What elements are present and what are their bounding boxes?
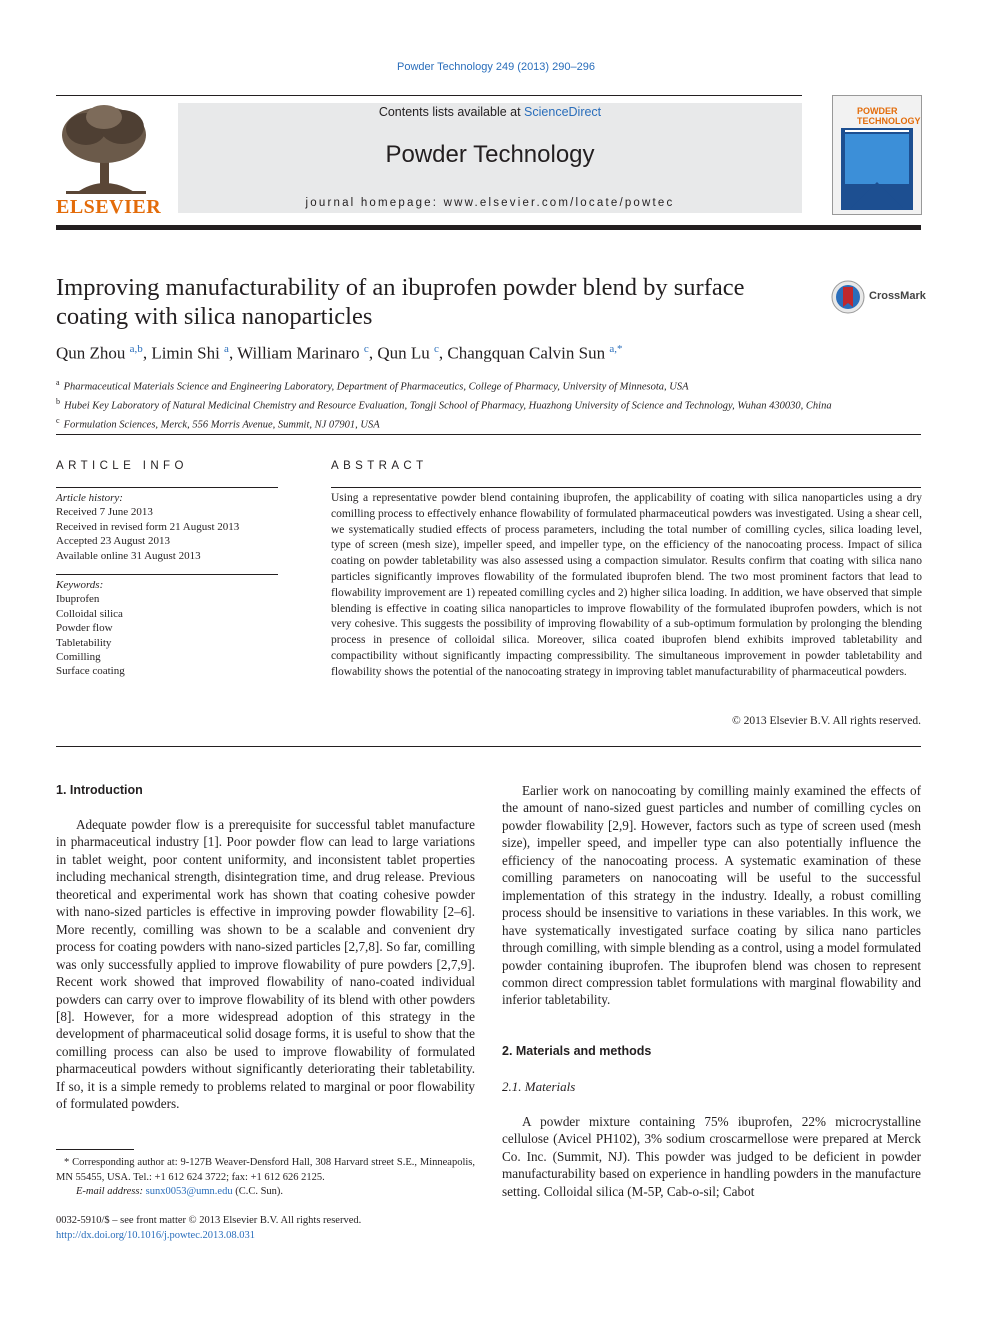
intro-paragraph-1: Adequate powder flow is a prerequisite for successful tablet manufacture in pharmaceutical industry [1]. Poor powder flow can lead to large variations in tablet weight, poor content uniformity, and inconsistent tablet properties including mechanical strength, disintegration time, and drug release. Previous theoretical and experimental work has shown that coating cohesive powder with nano-sized particles is effective in improving powder flowability [2–6]. More recently, comilling was shown to be a scalable and convenient dry process for coating powders with nano-sized particles [2,7,8]. So far, comilling was only successfully applied to improve flowability of pure powders [2,7,9]. Recent work showed that improved flowability of nano-coated individual powders can carry over to improve flowability of its blend with other powders [8]. However, for a more widespread adoption of this strategy in the development of pharmaceutical solid dosage forms, it is useful to show that the comilling process can also be used to improve flowability of formulated pharmaceutical powders without significantly deteriorating their tabletability. If so, it is a simple remedy to problems related to marginal or poor flowability of formulated powders.: [56, 817, 475, 1112]
journal-cover-thumbnail: [832, 95, 922, 215]
corresponding-author-note: * Corresponding author at: 9-127B Weaver-Densford Hall, 308 Harvard street S.E., Minneapolis, MN 55455, USA. Tel.: +1 612 624 3722; fax: +1 612 626 2125.: [56, 1157, 475, 1183]
author-affil-mark[interactable]: a: [224, 343, 229, 355]
history-item: Received 7 June 2013: [56, 506, 153, 519]
email-label: E-mail address:: [76, 1186, 146, 1197]
journal-homepage[interactable]: journal homepage: www.elsevier.com/locate/powtec: [305, 197, 675, 209]
email-suffix: (C.C. Sun).: [232, 1186, 284, 1197]
intro-heading: 1. Introduction: [56, 783, 143, 797]
keywords-block: [56, 578, 281, 679]
email-line: [56, 1185, 475, 1200]
contents-available-line: [178, 105, 802, 119]
methods-heading: 2. Materials and methods: [502, 1044, 652, 1058]
crossmark-icon: [831, 280, 865, 314]
keywords-label: Keywords:: [56, 579, 104, 591]
article-history: [56, 491, 281, 563]
header-thick-rule: [56, 225, 921, 230]
keyword-item: Powder flow: [56, 622, 113, 635]
footnote-rule: [56, 1149, 134, 1150]
author-affil-mark[interactable]: c: [363, 343, 369, 355]
keyword-item: Colloidal silica: [56, 607, 123, 620]
author-name[interactable]: Qun Zhou: [56, 343, 126, 363]
author-affil-mark[interactable]: a,*: [609, 343, 623, 355]
crossmark-label: CrossMark: [869, 290, 926, 302]
corresponding-footnote: [56, 1156, 475, 1200]
keyword-item: Comilling: [56, 651, 101, 664]
history-item: Available online 31 August 2013: [56, 549, 201, 562]
article-title: Improving manufacturability of an ibuprofen powder blend by surface coating with silica nanoparticles: [56, 274, 745, 330]
history-item: Accepted 23 August 2013: [56, 535, 170, 548]
abstract-copyright: © 2013 Elsevier B.V. All rights reserved.: [732, 715, 921, 727]
sciencedirect-link[interactable]: ScienceDirect: [524, 105, 602, 119]
affiliation-mark: a: [56, 378, 60, 387]
keyword-item: Ibuprofen: [56, 593, 100, 606]
elsevier-wordmark: ELSEVIER: [56, 196, 162, 218]
affiliation-item: [56, 414, 926, 433]
keywords-rule: [56, 574, 278, 575]
author-name[interactable]: Limin Shi: [151, 343, 220, 363]
affiliation-item: [56, 376, 926, 395]
affiliation-text: Pharmaceutical Materials Science and Engineering Laboratory, Department of Pharmaceutics, College of Pharmacy, University of Minnesota, USA: [63, 381, 689, 393]
author-name[interactable]: Qun Lu: [377, 343, 430, 363]
email-link[interactable]: sunx0053@umn.edu: [145, 1186, 233, 1197]
front-matter: [56, 1214, 475, 1243]
author-affil-mark[interactable]: c: [433, 343, 439, 355]
intro-paragraph-2: Earlier work on nanocoating by comilling mainly examined the effects of the amount of nano-sized guest particles and number of comilling cycles on powder flowability [2,9]. However, factors such as type of screen used (mesh size), impeller speed, and impeller type can also potentially influence the efficiency of the nanocoating process. A systematic examination of these comilling parameters on nanocoating will be useful to the successful implementation of this strategy in the industry. Ideally, a robust comilling process should be insensitive to variations in these variables. In this work, we have systematically investigated surface coating by silica nano particles through comilling, with simple blending as a control, using a model formulated powder containing ibuprofen. The ibuprofen blend was chosen to represent common direct compression tablet formulations with marginal flowability and inferior tabletability.: [502, 783, 921, 1008]
journal-citation[interactable]: Powder Technology 249 (2013) 290–296: [397, 61, 595, 73]
keyword-item: Surface coating: [56, 665, 125, 678]
affiliation-item: [56, 395, 926, 414]
affiliations: [56, 376, 926, 433]
issn-line: 0032-5910/$ – see front matter © 2013 Elsevier B.V. All rights reserved.: [56, 1215, 362, 1226]
materials-paragraph-1: A powder mixture containing 75% ibuprofen, 22% microcrystalline cellulose (Avicel PH102), 3% sodium croscarmellose were prepared at Merck Co. Inc. (Summit, NJ). This powder was judged to be deficient in powder manufacturability based on experience in handling powders in the manufacture setting. Colloidal silica (M-5P, Cab-o-sil; Cabot: [502, 1114, 921, 1199]
header-rule: [56, 95, 802, 96]
author-affil-mark[interactable]: a,b: [129, 343, 143, 355]
cover-graphic: [841, 128, 913, 210]
journal-masthead: [178, 103, 802, 213]
article-info-rule: [56, 487, 278, 488]
journal-name: Powder Technology: [385, 141, 595, 168]
affiliation-rule: [56, 434, 921, 435]
author-name[interactable]: William Marinaro: [237, 343, 360, 363]
abstract-text: Using a representative powder blend containing ibuprofen, the applicability of coating with silica nanoparticles using a dry comilling process to effectively enhance flowability of formulated pharmaceutical powders was investigated. Using a shear cell, we systematically studied effects of process parameters, including the total number of comilling cycles, silica loading level, type of screen (mesh size), impeller speed, and impeller type, on the efficiency of the nanocoating process. Impact of silica coating on powder tabletability was also assessed using a compaction simulator. Results confirm that coating with silica nano particles significantly improves flowability of the formulated ibuprofen blend. The two most prominent factors that lead to flowability improvement are 1) repeated comilling cycles and 2) higher silica loading. In addition, we have observed that simple blending is effective in coating silica nanoparticles to improve flowability of the formulated ibuprofen powders, which is not very cohesive. This suggests the possibility of improving flowability of a sub-optimum formulation by prolonging the blending process in presence of colloidal silica. Moreover, silica coated ibuprofen blend exhibits improved tabletability and compactibility without significantly impacting compressibility. The simultaneous improvement in powder tabletability and flowability shows the potential of the nanocoating strategy in improving tablet manufacturability of pharmaceutical powders.: [331, 492, 922, 678]
cover-title: POWDER TECHNOLOGY: [857, 106, 921, 126]
affiliation-mark: c: [56, 416, 60, 425]
author-name[interactable]: Changquan Calvin Sun: [447, 343, 606, 363]
affiliation-mark: b: [56, 397, 60, 406]
crossmark-badge[interactable]: [831, 280, 931, 316]
history-item: Received in revised form 21 August 2013: [56, 520, 240, 533]
article-info-heading: ARTICLE INFO: [56, 460, 188, 472]
abstract-rule: [331, 487, 921, 488]
affiliation-text: Formulation Sciences, Merck, 556 Morris Avenue, Summit, NJ 07901, USA: [63, 419, 380, 431]
author-list: Qun Zhou $^{a,b}$, Limin Shi $^a$, William Marinaro $^c$, Qun Lu $^c$, Changquan Calvin Sun $^{a,*}$: [56, 343, 623, 363]
abstract-heading: ABSTRACT: [331, 460, 428, 472]
doi-link[interactable]: http://dx.doi.org/10.1016/j.powtec.2013.08.031: [56, 1229, 256, 1241]
history-label: Article history:: [56, 492, 123, 504]
affiliation-text: Hubei Key Laboratory of Natural Medicinal Chemistry and Resource Evaluation, Tongji School of Pharmacy, Huazhong University of Science and Technology, Wuhan 430030, China: [64, 400, 832, 412]
materials-heading: 2.1. Materials: [502, 1079, 576, 1094]
contents-prefix: Contents lists available at: [378, 105, 525, 119]
keyword-item: Tabletability: [56, 636, 112, 649]
abstract-end-rule: [56, 746, 921, 747]
